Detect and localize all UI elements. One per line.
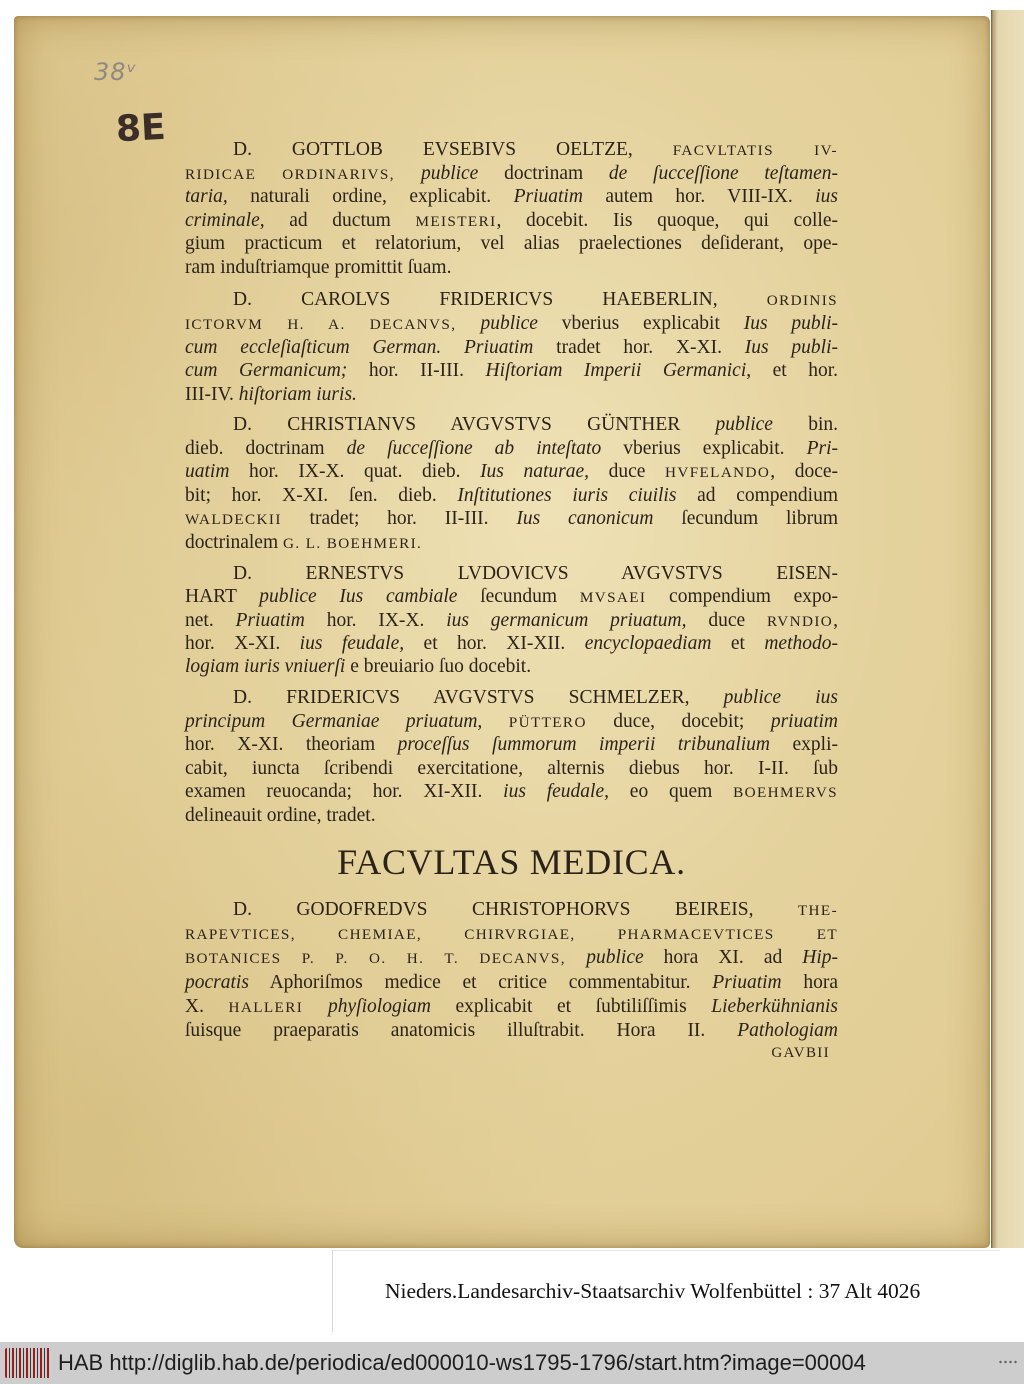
italic-text: Pathologiam: [737, 1019, 838, 1041]
roman-text: HART: [185, 586, 260, 608]
archive-label-text: Nieders.Landesarchiv-Staatsarchiv Wolfenbüttel : 37 Alt 4026: [385, 1279, 921, 1303]
catchword: GAVBII: [771, 1045, 830, 1061]
roman-text: et hor. XI-XII.: [404, 632, 585, 654]
roman-text: hora: [781, 971, 838, 993]
italic-text: publice ius: [723, 687, 839, 708]
italic-text: ius feudale,: [299, 632, 405, 654]
footer-url: http://diglib.hab.de/periodica/ed000010-ws1795-1796/start.htm?image=00004: [109, 1350, 866, 1375]
text-line: [185, 312, 838, 336]
small-caps-text: RAPEVTICES, CHEMIAE, CHIRVRGIAE, PHARMACEVTICES ET: [185, 926, 838, 944]
text-line: [185, 632, 838, 655]
roman-text: tradet; hor. II-III.: [281, 508, 517, 530]
roman-text: naturali ordine, explicabit.: [227, 186, 514, 208]
adjacent-page-edge: [991, 10, 1024, 1248]
roman-text: D. CHRISTIANVS AVGVSTVS GÜNTHER: [233, 414, 716, 435]
text-line: [185, 1019, 838, 1043]
text-line: [185, 710, 838, 734]
roman-text: doctrinam: [478, 162, 609, 184]
roman-text: hor. X-XI. theoriam: [185, 734, 398, 756]
roman-text: III-IV.: [185, 384, 239, 405]
roman-text: autem hor. VIII-IX.: [582, 186, 816, 208]
roman-text: , doce-: [770, 461, 838, 483]
roman-text: bit; hor. X-XI. ſen. dieb.: [185, 484, 458, 506]
text-line: [185, 686, 838, 710]
roman-text: ſuisque praeparatis anatomicis illuſtrabit. Hora II.: [185, 1019, 738, 1041]
text-line: [185, 971, 838, 995]
italic-text: Inſtitutiones iuris ciuilis: [457, 484, 677, 506]
small-caps-text: RVNDIO: [767, 612, 834, 630]
roman-text: compendium expo-: [646, 586, 838, 608]
italic-text: ius germanicum priuatum,: [446, 609, 687, 631]
roman-text: e breuiario ſuo docebit.: [345, 656, 532, 678]
italic-text: priuatim: [770, 710, 838, 732]
roman-text: D. GODOFREDVS CHRISTOPHORVS BEIREIS,: [233, 899, 798, 920]
italic-text: Lieberkühnianis: [711, 995, 838, 1017]
small-caps-text: THE-: [797, 902, 838, 919]
italic-text: uatim: [185, 461, 230, 483]
roman-text: Aphoriſmos medice et critice commentabitur.: [248, 971, 713, 993]
roman-text: ſecundum: [457, 586, 580, 608]
italic-text: publice: [420, 162, 479, 184]
text-line: [185, 288, 838, 312]
italic-text: Priuatim: [513, 186, 583, 208]
text-line: [185, 162, 838, 186]
small-caps-text: RIDICAE ORDINARIVS,: [185, 165, 421, 183]
text-line: [185, 922, 838, 946]
small-caps-text: HALLERI: [228, 998, 329, 1016]
roman-text: gium practicum et relatorium, vel alias praelectiones deſiderant, ope-: [185, 233, 838, 255]
text-line: [185, 383, 838, 407]
roman-text: examen reuocanda; hor. XI-XII.: [185, 781, 504, 803]
small-caps-text: G. L. BOEHMERI.: [283, 534, 423, 552]
hdi-mark-icon: [998, 1358, 1018, 1366]
paragraph-beireis: [185, 898, 838, 1043]
text-line: [185, 460, 838, 484]
italic-text: publice: [480, 312, 538, 334]
roman-text: duce, docebit;: [586, 710, 771, 732]
paragraph-guenther: [185, 413, 838, 555]
roman-text: expli-: [770, 734, 838, 756]
text-line: [185, 562, 838, 585]
italic-text: de ſucceſſione teſtamen-: [608, 162, 838, 184]
handwritten-folio-number: 38ᵛ: [94, 58, 138, 86]
italic-text: methodo-: [764, 632, 838, 654]
paragraph-schmelzer: [185, 686, 838, 828]
italic-text: publice: [715, 414, 773, 435]
text-line: [185, 138, 838, 162]
italic-text: phyſiologiam: [328, 995, 431, 1017]
roman-text: net.: [185, 609, 236, 631]
italic-text: ius feudale,: [503, 781, 609, 803]
italic-text: Pri-: [806, 437, 838, 459]
roman-text: D. GOTTLOB EVSEBIVS OELTZE,: [233, 139, 673, 160]
italic-text: Ius publi-: [743, 312, 838, 334]
text-line: [185, 359, 838, 383]
text-line: [185, 995, 838, 1019]
roman-text: ram induſtriamque promittit ſuam.: [185, 256, 452, 278]
text-line: [185, 256, 838, 280]
roman-text: X.: [185, 995, 229, 1017]
italic-text: pocratis: [185, 971, 249, 993]
italic-text: proceſſus ſummorum imperii tribunalium: [397, 734, 770, 756]
small-caps-text: MVSAEI: [579, 589, 647, 607]
text-line: [185, 898, 838, 922]
roman-text: D. FRIDERICVS AVGVSTVS SCHMELZER,: [233, 687, 724, 708]
roman-text: hor. IX-X.: [304, 609, 447, 631]
italic-text: Priuatim: [235, 609, 305, 631]
roman-text: vberius explicabit.: [601, 437, 807, 459]
small-caps-text: BOTANICES P. P. O. H. T. DECANVS,: [185, 950, 587, 968]
roman-text: hora XI. ad: [643, 947, 803, 969]
roman-text: dieb. doctrinam: [185, 437, 347, 459]
roman-text: eo quem: [609, 781, 734, 803]
italic-text: taria,: [185, 186, 228, 208]
italic-text: ius: [815, 186, 838, 208]
footer-brand: HAB: [58, 1350, 104, 1375]
small-caps-text: MEISTERI: [415, 212, 497, 230]
roman-text: bin.: [772, 414, 838, 435]
roman-text: D. CAROLVS FRIDERICVS HAEBERLIN,: [233, 289, 767, 310]
roman-text: vberius explicabit: [537, 312, 744, 334]
roman-text: cabit, iuncta ſcribendi exercitatione, alternis diebus hor. I-II. ſub: [185, 757, 838, 779]
roman-text: duce: [589, 461, 665, 483]
italic-text: hiſtoriam iuris.: [238, 384, 357, 405]
text-line: [185, 531, 838, 555]
text-line: [185, 336, 838, 360]
italic-text: cum Germanicum;: [185, 360, 348, 382]
italic-text: principum Germaniae priuatum,: [185, 710, 509, 732]
hab-logo-icon: [5, 1348, 51, 1378]
text-line: [185, 733, 838, 757]
small-caps-text: ORDINIS: [766, 292, 838, 309]
text-line: [185, 185, 838, 209]
roman-text: duce: [686, 609, 767, 631]
italic-text: publice Ius cambiale: [259, 586, 458, 608]
small-caps-text: PÜTTERO: [508, 713, 587, 731]
roman-text: hor. IX-X. quat. dieb.: [229, 461, 481, 483]
text-line: [185, 804, 838, 828]
text-line: [185, 585, 838, 608]
italic-text: logiam iuris vniuerſi: [185, 656, 346, 678]
roman-text: ad compendium: [676, 484, 839, 506]
roman-text: et: [711, 632, 765, 654]
footer-text: [58, 1342, 866, 1384]
small-caps-text: BOEHMERVS: [733, 784, 838, 802]
italic-text: Priuatim: [712, 971, 782, 993]
roman-text: delineauit ordine, tradet.: [185, 804, 376, 826]
italic-text: Ius canonicum: [516, 508, 654, 530]
small-caps-text: HVFELANDO: [665, 464, 771, 482]
roman-text: tradet hor. X-XI.: [533, 336, 745, 358]
italic-text: Hiſtoriam Imperii Germanici: [485, 360, 747, 382]
roman-text: ,: [833, 609, 838, 631]
italic-text: Hip-: [802, 947, 838, 969]
italic-text: Ius publi-: [744, 336, 838, 358]
roman-text: D. ERNESTVS LVDOVICVS AVGVSTVS EISEN-: [233, 563, 838, 584]
italic-text: de ſucceſſione ab inteſtato: [346, 437, 602, 459]
text-line: [185, 232, 838, 256]
italic-text: criminale,: [185, 209, 265, 231]
text-line: [185, 757, 838, 781]
text-line: [185, 655, 838, 678]
italic-text: encyclopaediam: [584, 632, 712, 654]
roman-text: , docebit. Iis quoque, qui colle-: [496, 209, 838, 231]
text-line: [185, 484, 838, 508]
roman-text: hor. X-XI.: [185, 632, 300, 654]
footer-bar: [0, 1342, 1024, 1384]
roman-text: doctrinalem: [185, 531, 284, 553]
roman-text: ſecundum librum: [653, 508, 838, 530]
archive-label: [332, 1250, 1000, 1332]
roman-text: ad ductum: [264, 209, 416, 231]
roman-text: , et hor.: [746, 360, 838, 382]
italic-text: publice: [586, 947, 644, 969]
paragraph-eisenhart: [185, 562, 838, 678]
small-caps-text: WALDECKII: [185, 511, 282, 529]
text-line: [185, 946, 838, 970]
text-line: [185, 209, 838, 233]
roman-text: explicabit et ſubtiliſſimis: [430, 995, 712, 1017]
text-line: [185, 507, 838, 531]
section-heading: FACVLTAS MEDICA.: [337, 842, 686, 882]
text-line: [185, 609, 838, 632]
paragraph-oeltze: [185, 138, 838, 280]
paragraph-haeberlin: [185, 288, 838, 407]
italic-text: cum eccleſiaſticum German. Priuatim: [185, 336, 534, 358]
roman-text: hor. II-III.: [347, 360, 486, 382]
handwritten-mark: 8E: [114, 106, 167, 151]
small-caps-text: FACVLTATIS IV-: [672, 142, 838, 159]
text-line: [185, 780, 838, 804]
text-line: [185, 437, 838, 461]
small-caps-text: ICTORVM H. A. DECANVS,: [185, 315, 481, 333]
italic-text: Ius naturae,: [480, 461, 590, 483]
text-line: [185, 413, 838, 437]
